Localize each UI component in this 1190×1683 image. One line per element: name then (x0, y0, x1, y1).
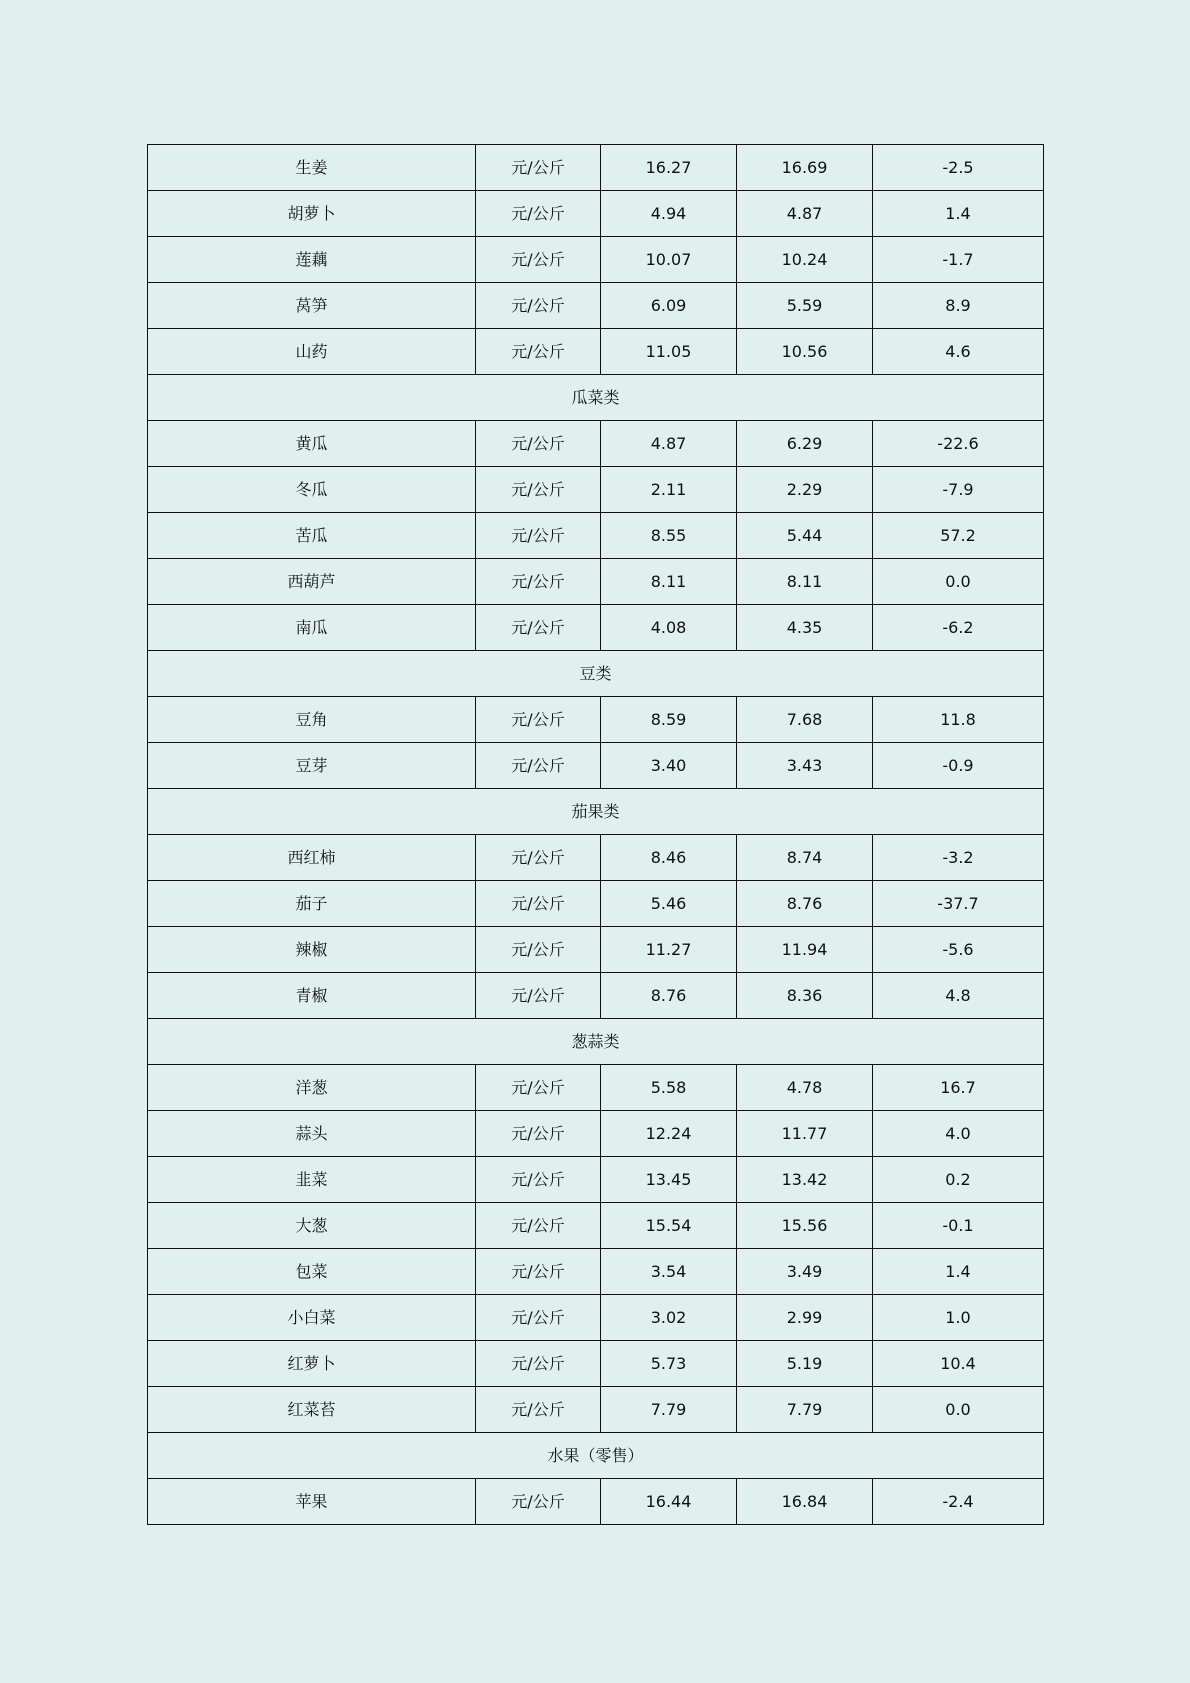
change-percent-cell: 1.4 (873, 191, 1044, 237)
unit-cell: 元/公斤 (476, 927, 601, 973)
table-row (148, 283, 1044, 329)
current-price-cell: 11.05 (601, 329, 737, 375)
change-percent-cell: -0.1 (873, 1203, 1044, 1249)
price-table (147, 144, 1044, 1525)
unit-cell: 元/公斤 (476, 559, 601, 605)
table-row (148, 927, 1044, 973)
product-name-cell: 莴笋 (148, 283, 476, 329)
current-price-cell: 4.94 (601, 191, 737, 237)
product-name-cell: 黄瓜 (148, 421, 476, 467)
table-row (148, 1295, 1044, 1341)
current-price-cell: 6.09 (601, 283, 737, 329)
product-name-cell: 红菜苔 (148, 1387, 476, 1433)
unit-cell: 元/公斤 (476, 697, 601, 743)
product-name-cell: 茄子 (148, 881, 476, 927)
product-name-cell: 西红柿 (148, 835, 476, 881)
product-name-cell: 大葱 (148, 1203, 476, 1249)
table-row (148, 605, 1044, 651)
previous-price-cell: 3.49 (737, 1249, 873, 1295)
change-percent-cell: 1.0 (873, 1295, 1044, 1341)
current-price-cell: 5.46 (601, 881, 737, 927)
unit-cell: 元/公斤 (476, 1157, 601, 1203)
change-percent-cell: 16.7 (873, 1065, 1044, 1111)
previous-price-cell: 5.44 (737, 513, 873, 559)
unit-cell: 元/公斤 (476, 237, 601, 283)
current-price-cell: 10.07 (601, 237, 737, 283)
current-price-cell: 2.11 (601, 467, 737, 513)
unit-cell: 元/公斤 (476, 421, 601, 467)
previous-price-cell: 4.35 (737, 605, 873, 651)
previous-price-cell: 7.79 (737, 1387, 873, 1433)
product-name-cell: 莲藕 (148, 237, 476, 283)
table-row (148, 1479, 1044, 1525)
change-percent-cell: -7.9 (873, 467, 1044, 513)
unit-cell: 元/公斤 (476, 1295, 601, 1341)
table-row (148, 1203, 1044, 1249)
current-price-cell: 15.54 (601, 1203, 737, 1249)
table-row (148, 697, 1044, 743)
previous-price-cell: 8.11 (737, 559, 873, 605)
table-row (148, 1341, 1044, 1387)
change-percent-cell: -37.7 (873, 881, 1044, 927)
price-table-body (148, 145, 1044, 1525)
category-label: 瓜菜类 (148, 375, 1044, 421)
current-price-cell: 12.24 (601, 1111, 737, 1157)
table-row (148, 835, 1044, 881)
current-price-cell: 4.87 (601, 421, 737, 467)
table-row (148, 1387, 1044, 1433)
current-price-cell: 3.54 (601, 1249, 737, 1295)
product-name-cell: 山药 (148, 329, 476, 375)
product-name-cell: 冬瓜 (148, 467, 476, 513)
table-row (148, 1065, 1044, 1111)
category-label: 豆类 (148, 651, 1044, 697)
current-price-cell: 8.46 (601, 835, 737, 881)
product-name-cell: 青椒 (148, 973, 476, 1019)
current-price-cell: 8.59 (601, 697, 737, 743)
unit-cell: 元/公斤 (476, 881, 601, 927)
current-price-cell: 5.58 (601, 1065, 737, 1111)
unit-cell: 元/公斤 (476, 191, 601, 237)
category-label: 茄果类 (148, 789, 1044, 835)
previous-price-cell: 10.56 (737, 329, 873, 375)
previous-price-cell: 15.56 (737, 1203, 873, 1249)
change-percent-cell: -22.6 (873, 421, 1044, 467)
previous-price-cell: 6.29 (737, 421, 873, 467)
previous-price-cell: 13.42 (737, 1157, 873, 1203)
previous-price-cell: 7.68 (737, 697, 873, 743)
previous-price-cell: 10.24 (737, 237, 873, 283)
product-name-cell: 豆芽 (148, 743, 476, 789)
change-percent-cell: 4.6 (873, 329, 1044, 375)
product-name-cell: 包菜 (148, 1249, 476, 1295)
unit-cell: 元/公斤 (476, 145, 601, 191)
unit-cell: 元/公斤 (476, 1111, 601, 1157)
change-percent-cell: -6.2 (873, 605, 1044, 651)
product-name-cell: 南瓜 (148, 605, 476, 651)
unit-cell: 元/公斤 (476, 973, 601, 1019)
table-row (148, 467, 1044, 513)
category-row (148, 651, 1044, 697)
previous-price-cell: 5.59 (737, 283, 873, 329)
product-name-cell: 生姜 (148, 145, 476, 191)
unit-cell: 元/公斤 (476, 1341, 601, 1387)
table-row (148, 237, 1044, 283)
table-row (148, 1249, 1044, 1295)
category-label: 水果（零售） (148, 1433, 1044, 1479)
change-percent-cell: 0.0 (873, 559, 1044, 605)
product-name-cell: 胡萝卜 (148, 191, 476, 237)
current-price-cell: 4.08 (601, 605, 737, 651)
current-price-cell: 8.76 (601, 973, 737, 1019)
change-percent-cell: 4.0 (873, 1111, 1044, 1157)
unit-cell: 元/公斤 (476, 835, 601, 881)
current-price-cell: 8.11 (601, 559, 737, 605)
product-name-cell: 西葫芦 (148, 559, 476, 605)
change-percent-cell: -3.2 (873, 835, 1044, 881)
change-percent-cell: 10.4 (873, 1341, 1044, 1387)
table-row (148, 1111, 1044, 1157)
previous-price-cell: 3.43 (737, 743, 873, 789)
unit-cell: 元/公斤 (476, 329, 601, 375)
table-row (148, 559, 1044, 605)
previous-price-cell: 2.99 (737, 1295, 873, 1341)
product-name-cell: 辣椒 (148, 927, 476, 973)
category-row (148, 1019, 1044, 1065)
table-row (148, 1157, 1044, 1203)
current-price-cell: 13.45 (601, 1157, 737, 1203)
change-percent-cell: -0.9 (873, 743, 1044, 789)
previous-price-cell: 16.69 (737, 145, 873, 191)
category-row (148, 375, 1044, 421)
product-name-cell: 韭菜 (148, 1157, 476, 1203)
change-percent-cell: -2.5 (873, 145, 1044, 191)
category-row (148, 789, 1044, 835)
change-percent-cell: 8.9 (873, 283, 1044, 329)
unit-cell: 元/公斤 (476, 1065, 601, 1111)
previous-price-cell: 4.78 (737, 1065, 873, 1111)
previous-price-cell: 8.76 (737, 881, 873, 927)
current-price-cell: 11.27 (601, 927, 737, 973)
unit-cell: 元/公斤 (476, 283, 601, 329)
table-row (148, 743, 1044, 789)
product-name-cell: 小白菜 (148, 1295, 476, 1341)
current-price-cell: 16.44 (601, 1479, 737, 1525)
current-price-cell: 16.27 (601, 145, 737, 191)
unit-cell: 元/公斤 (476, 743, 601, 789)
change-percent-cell: 4.8 (873, 973, 1044, 1019)
change-percent-cell: 1.4 (873, 1249, 1044, 1295)
change-percent-cell: -1.7 (873, 237, 1044, 283)
product-name-cell: 苦瓜 (148, 513, 476, 559)
current-price-cell: 5.73 (601, 1341, 737, 1387)
table-row (148, 329, 1044, 375)
current-price-cell: 3.02 (601, 1295, 737, 1341)
previous-price-cell: 2.29 (737, 467, 873, 513)
category-label: 葱蒜类 (148, 1019, 1044, 1065)
unit-cell: 元/公斤 (476, 1249, 601, 1295)
previous-price-cell: 16.84 (737, 1479, 873, 1525)
table-row (148, 513, 1044, 559)
category-row (148, 1433, 1044, 1479)
previous-price-cell: 8.74 (737, 835, 873, 881)
unit-cell: 元/公斤 (476, 513, 601, 559)
product-name-cell: 苹果 (148, 1479, 476, 1525)
current-price-cell: 8.55 (601, 513, 737, 559)
previous-price-cell: 11.77 (737, 1111, 873, 1157)
change-percent-cell: 57.2 (873, 513, 1044, 559)
table-row (148, 145, 1044, 191)
previous-price-cell: 5.19 (737, 1341, 873, 1387)
unit-cell: 元/公斤 (476, 467, 601, 513)
table-row (148, 421, 1044, 467)
table-row (148, 881, 1044, 927)
product-name-cell: 洋葱 (148, 1065, 476, 1111)
table-row (148, 191, 1044, 237)
unit-cell: 元/公斤 (476, 1387, 601, 1433)
current-price-cell: 7.79 (601, 1387, 737, 1433)
product-name-cell: 蒜头 (148, 1111, 476, 1157)
change-percent-cell: -2.4 (873, 1479, 1044, 1525)
table-row (148, 973, 1044, 1019)
change-percent-cell: 0.2 (873, 1157, 1044, 1203)
unit-cell: 元/公斤 (476, 1203, 601, 1249)
current-price-cell: 3.40 (601, 743, 737, 789)
previous-price-cell: 4.87 (737, 191, 873, 237)
previous-price-cell: 8.36 (737, 973, 873, 1019)
product-name-cell: 红萝卜 (148, 1341, 476, 1387)
change-percent-cell: 0.0 (873, 1387, 1044, 1433)
previous-price-cell: 11.94 (737, 927, 873, 973)
change-percent-cell: -5.6 (873, 927, 1044, 973)
product-name-cell: 豆角 (148, 697, 476, 743)
unit-cell: 元/公斤 (476, 1479, 601, 1525)
change-percent-cell: 11.8 (873, 697, 1044, 743)
unit-cell: 元/公斤 (476, 605, 601, 651)
